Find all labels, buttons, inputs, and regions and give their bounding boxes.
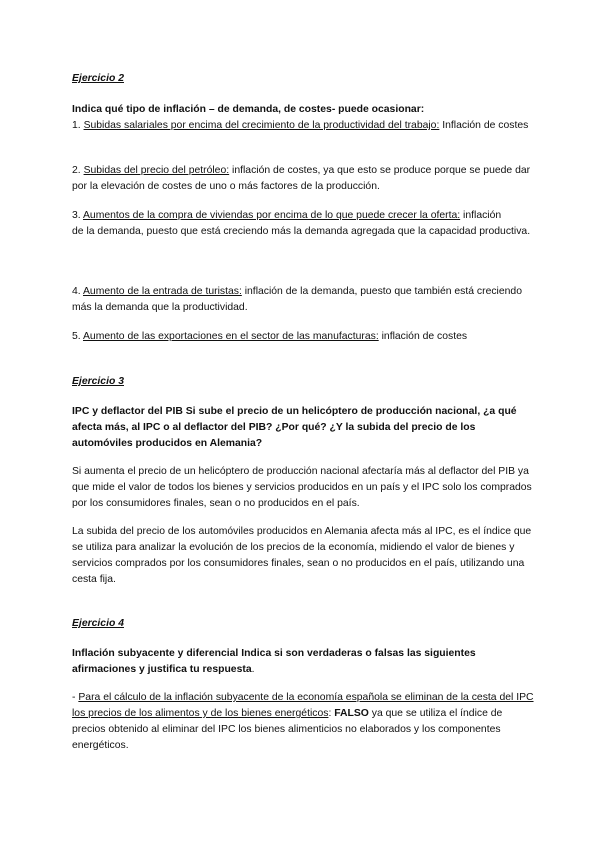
exercise-3-answer-1 [72, 464, 534, 512]
item-cause: Aumento de la entrada de turistas: [82, 286, 242, 297]
item-cause: Aumentos de la compra de viviendas por encima de lo que puede crecer la oferta: [82, 210, 461, 221]
item-answer: inflación de costes [378, 331, 468, 342]
answer-paragraph: La subida del precio de los automóviles producidos en Alemania afecta más al IPC, es el índice que se utiliza para analizar la evolución de los precios de la economía, midiendo el valor de bienes y servicios comprados por los consumidores finales, sean o no producidos en el país, utilizando una cesta fija. [72, 526, 532, 585]
exercise-3-question-text: IPC y deflactor del PIB Si sube el precio de un helicóptero de producción nacional, ¿a qué afecta más, al IPC o al deflactor del PIB? ¿Por qué? ¿Y la subida del precio de los automóviles producidos en Alemania? [72, 406, 517, 449]
exercise-4-question-text: Inflación subyacente y diferencial Indica si son verdaderas o falsas las siguientes afirmaciones y justifica tu respuesta [72, 648, 476, 675]
exercise-2-title [72, 71, 534, 87]
exercise-2-question [72, 102, 534, 118]
item-number: 3. [72, 210, 83, 221]
exercise-2-item-2 [72, 163, 534, 195]
exercise-3-title [72, 374, 534, 390]
exercise-2-item-3 [72, 208, 534, 240]
item-answer-continued: de la demanda, puesto que está creciendo más la demanda agregada que la capacidad productiva. [72, 226, 531, 237]
item-number: 5. [72, 331, 83, 342]
exercise-3-question [72, 404, 534, 452]
item-statement: Para el cálculo de la inflación subyacente de la economía española se eliminan de la cesta del IPC los precios de los alimentos y de los bienes energéticos [72, 692, 534, 719]
exercise-4-question-end: . [251, 664, 255, 675]
item-answer: inflación de costes, ya que esto se produce porque se puede dar por la elevación de costes de uno o más factores de la producción. [72, 165, 531, 192]
exercise-4-title [72, 616, 534, 632]
exercise-4-item-1 [72, 690, 534, 754]
item-answer: inflación [460, 210, 502, 221]
item-cause: Aumento de las exportaciones en el sector de las manufacturas: [82, 331, 379, 342]
exercise-2-question-text: Indica qué tipo de inflación – de demanda, de costes- puede ocasionar: [72, 104, 425, 115]
item-number: 2. [72, 165, 84, 176]
exercise-4-heading: Ejercicio 4 [72, 618, 124, 629]
item-colon: : [328, 708, 335, 719]
exercise-2-item-4 [72, 284, 534, 316]
exercise-2-item-5 [72, 329, 534, 345]
exercise-3-answer-2 [72, 524, 534, 588]
item-answer: inflación de la demanda, puesto que también está creciendo más la demanda que la productividad. [72, 286, 522, 313]
item-verdict: FALSO [334, 708, 369, 719]
exercise-2-heading: Ejercicio 2 [72, 73, 124, 84]
exercise-2-item-1 [72, 118, 534, 134]
exercise-4-question [72, 646, 534, 678]
answer-paragraph: Si aumenta el precio de un helicóptero de producción nacional afectaría más al deflactor del PIB ya que mide el valor de todos los bienes y servicios producidos en un país y el IPC solo los comprados por los consumidores finales, sean o no producidos en el país. [72, 466, 532, 509]
item-answer: Inflación de costes [439, 120, 529, 131]
item-prefix: - [72, 692, 79, 703]
item-cause: Subidas del precio del petróleo: [83, 165, 230, 176]
exercise-3-heading: Ejercicio 3 [72, 376, 124, 387]
item-number: 4. [72, 286, 83, 297]
item-number: 1. [72, 120, 84, 131]
item-cause: Subidas salariales por encima del crecimiento de la productividad del trabajo: [83, 120, 440, 131]
item-justification: ya que se utiliza el índice de precios obtenido al eliminar del IPC los bienes alimenticios no elaborados y los componentes energéticos. [72, 708, 503, 751]
